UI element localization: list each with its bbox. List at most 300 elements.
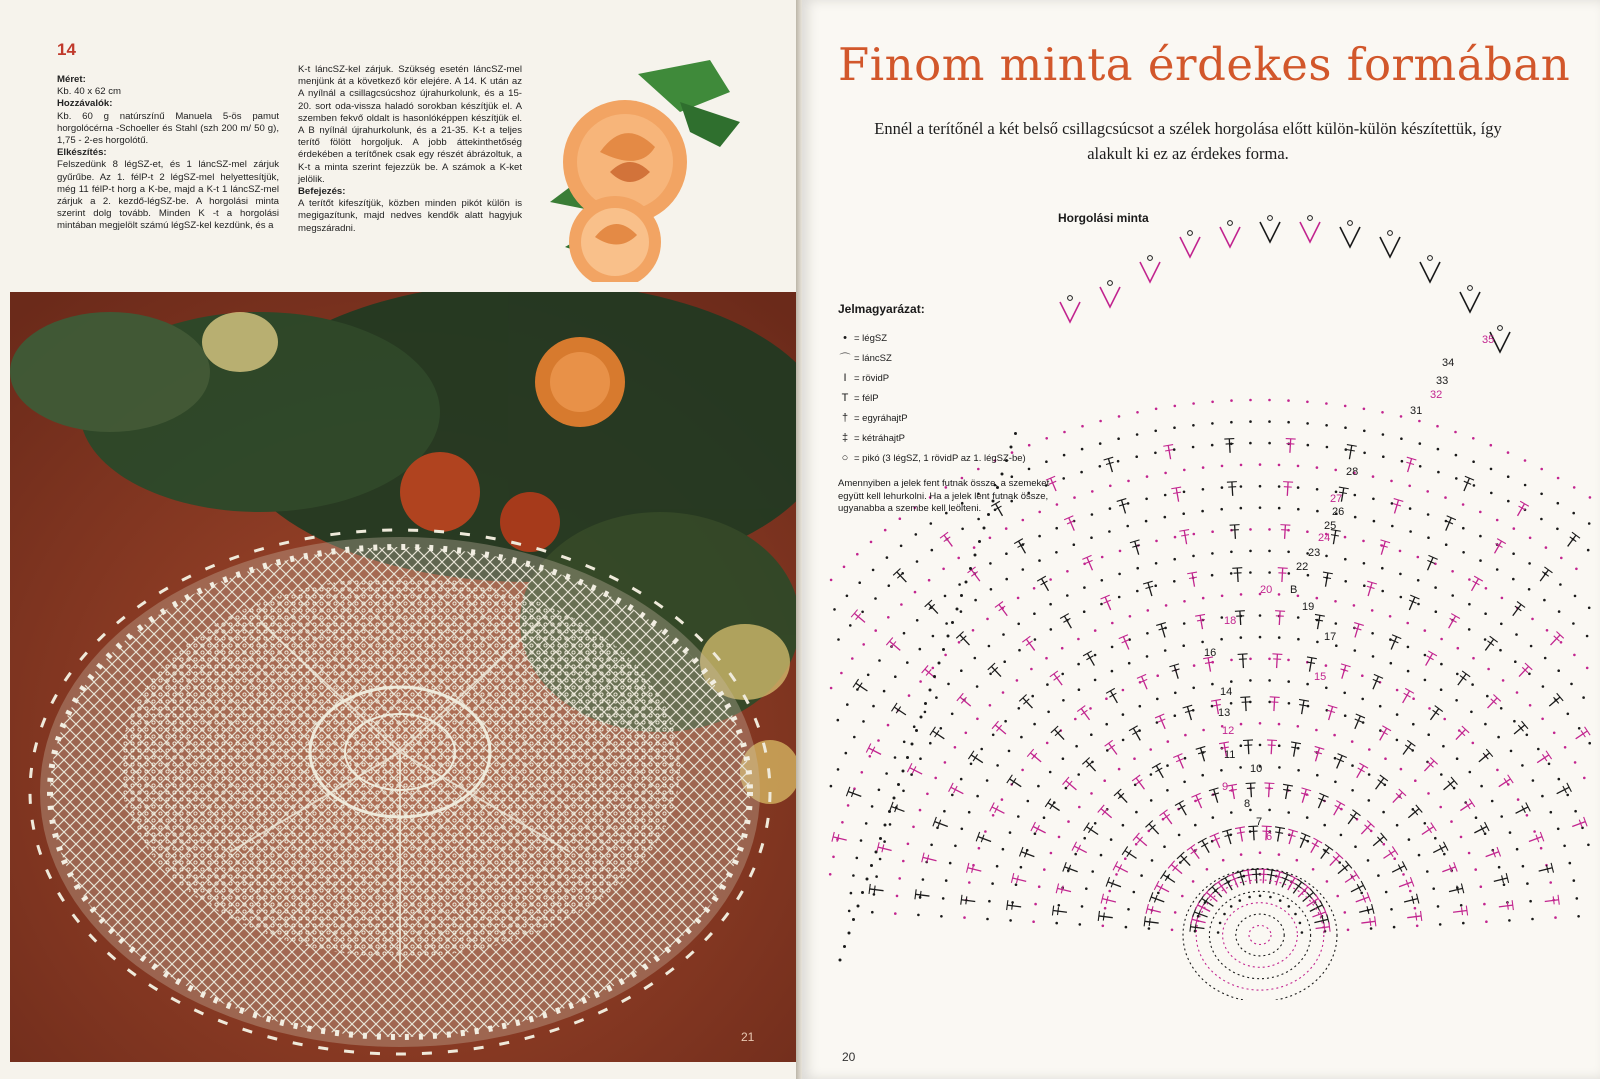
center-ring [1209,891,1310,978]
chain-dot [1135,811,1138,814]
chain-dot [1206,868,1209,871]
chain-dot [1325,402,1328,405]
stitch-symbol [1441,862,1458,876]
chain-dot [887,724,890,727]
chain-dot [1485,920,1488,923]
chain-dot [1149,748,1152,751]
chain-dot [1381,567,1384,570]
chain-dot [1009,831,1012,834]
chain-dot [1384,757,1387,760]
stitch-symbol [1536,567,1552,584]
chain-dot [843,566,846,569]
chain-dot [1058,904,1061,907]
stitch-symbol [1011,873,1027,886]
chain-dot [1118,415,1121,418]
chain-dot [1249,658,1252,661]
stitch-symbol [1117,499,1131,515]
stitch-symbol [1209,788,1223,804]
stitch-symbol [1458,799,1475,815]
chain-dot [1156,721,1159,724]
legend-row-chain [838,328,1068,348]
chain-dot [1427,536,1430,539]
stitch-symbol [1163,445,1175,461]
doily-photo [10,292,799,1062]
crown-petal [1180,237,1200,257]
chain-dot [1061,673,1064,676]
chain-dot [1167,740,1170,743]
chain-dot [1073,496,1076,499]
chain-dot [1030,668,1033,671]
crown-petal [1460,292,1480,312]
stitch-symbol [956,631,973,648]
crown-petal [1420,262,1440,282]
chain-dot [1381,590,1384,593]
chain-dot [846,595,849,598]
chain-dot [1440,688,1443,691]
chain-dot [1462,551,1465,554]
chain-dot [1211,552,1214,555]
chain-dot [1220,638,1223,641]
chain-dot [1002,848,1005,851]
stitch-symbol [1407,911,1422,923]
chain-dot [1507,500,1510,503]
stitch-symbol [1274,611,1285,626]
chain-dot [1400,596,1403,599]
chain-dot [1540,847,1543,850]
edge-dot [924,702,927,705]
chain-dot [1434,586,1437,589]
round-number-label: 23 [1308,547,1321,559]
chain-dot [1371,609,1374,612]
chain-dot [1016,679,1019,682]
stitch-symbol [1311,746,1325,762]
chain-dot [1573,879,1576,882]
chain-dot [830,687,833,690]
chain-dot [1297,616,1300,619]
round-number-label: 6 [1266,831,1273,843]
chain-dot [1268,528,1271,531]
chain-dot [922,878,925,881]
chain-dot [1480,785,1483,788]
chain-dot [1111,670,1114,673]
edge-dot [879,837,882,840]
chain-dot [1479,511,1482,514]
chain-dot [1018,707,1021,710]
chain-dot [919,680,922,683]
chain-dot [1240,593,1243,596]
chain-dot [1230,811,1233,814]
stitch-symbol [1313,614,1325,630]
chain-dot [845,752,848,755]
chain-dot [1240,464,1243,467]
chain-dot [1540,518,1543,521]
chain-dot [870,541,873,544]
stitch-symbol [1232,568,1243,583]
chain-dot [1344,580,1347,583]
picot-mark [1268,216,1273,221]
stitch-symbol [1007,775,1024,791]
single-cross-icon: † [841,412,849,424]
legend-row-treble [838,428,1068,448]
chain-dot [1259,636,1262,639]
chain-dot [1307,574,1310,577]
chain-dot [1472,437,1475,440]
chain-dot [1507,451,1510,454]
chain-dot [906,661,909,664]
chain-dot [900,545,903,548]
chain-dot [1334,600,1337,603]
chain-dot [1515,633,1518,636]
chain-dot [1249,420,1252,423]
chain-dot [1496,568,1499,571]
chain-dot [1211,705,1214,708]
chain-dot [972,629,975,632]
chain-dot [992,814,995,817]
chain-dot [1462,503,1465,506]
round-number-label: 15 [1314,671,1327,683]
chain-dot [1468,578,1471,581]
stitch-symbol [1168,861,1185,878]
chain-dot [1507,475,1510,478]
stitch-symbol [1511,721,1528,738]
chain-dot [1426,490,1429,493]
chain-dot [1344,911,1347,914]
chain-dot [1412,723,1415,726]
chain-dot [1049,771,1052,774]
chain-dot [1588,607,1591,610]
chain-dot [1174,714,1177,717]
edge-dot [857,905,860,908]
double-cross-icon: ‡ [841,432,849,444]
chain-dot [1194,824,1197,827]
chain-dot [850,892,853,895]
chain-dot [860,839,863,842]
chain-dot [1559,583,1562,586]
chain-dot [1278,744,1281,747]
chain-dot [1498,866,1501,869]
chain-dot [1297,638,1300,641]
chain-dot [1101,579,1104,582]
chain-dot [1034,903,1037,906]
chain-dot [1104,907,1107,910]
chain-dot [841,821,844,824]
chain-dot [1004,720,1007,723]
chain-dot [1444,496,1447,499]
chain-dot [1544,657,1547,660]
stitch-symbol [1284,829,1298,845]
chain-dot [1362,540,1365,543]
stitch-symbol [1554,783,1571,798]
chain-dot [1575,568,1578,571]
chain-dot [1396,713,1399,716]
stitch-symbol [1352,763,1368,780]
stitch-symbol [1227,482,1238,497]
chain-dot [1299,922,1302,925]
stitch-symbol [892,703,909,719]
chain-dot [1083,837,1086,840]
stitch-symbol [832,832,848,845]
chain-dot [1345,448,1348,451]
stitch-symbol [893,568,910,585]
chain-dot [1385,891,1388,894]
chain-dot [830,785,833,788]
chain-dot [1480,885,1483,888]
chain-dot [1297,465,1300,468]
chain-dot [926,793,929,796]
chain-dot [1018,649,1021,652]
chain-dot [1240,485,1243,488]
stitch-symbol [1161,870,1178,886]
chain-dot [973,546,976,549]
chain-dot [1166,789,1169,792]
stitch-symbol [1298,788,1312,804]
chain-dot [1110,838,1113,841]
chain-dot [1154,584,1157,587]
edge-dot [852,918,855,921]
chain-dot [1192,446,1195,449]
chain-dot [1201,774,1204,777]
chain-dot [1514,660,1517,663]
chain-dot [1017,815,1020,818]
chain-dot [1558,778,1561,781]
chain-dot [1510,750,1513,753]
chain-dot [1146,655,1149,658]
stitch-symbol [988,663,1005,680]
round-number-label: 11 [1224,749,1236,761]
stitch-symbol [1243,740,1254,755]
stitch-symbol [930,727,947,743]
edge-dot [965,581,968,584]
chain-dot [912,826,915,829]
chain-dot [1055,551,1058,554]
round-number-label: 8 [1244,798,1251,810]
materials-paragraph: Hozzávalók: Kb. 60 g natúrszínű Manuela 5-ös pamut horgolócérna -Schoeller és Stahl (szh 200 m/ 50 g), 1,75 - 2-es horgolótű. [57,98,279,147]
stitch-symbol [1052,906,1067,918]
picot-mark [1148,256,1153,261]
chain-dot [1486,695,1489,698]
chain-dot [1407,646,1410,649]
chain-dot [1508,919,1511,922]
stitch-symbol [1350,623,1364,639]
chain-dot [1090,536,1093,539]
chain-dot [858,581,861,584]
chain-dot [1503,883,1506,886]
stitch-symbol [1515,663,1532,680]
chain-dot [1108,530,1111,533]
chain-dot [1351,789,1354,792]
chain-dot [1443,853,1446,856]
chain-dot [1541,795,1544,798]
stitch-symbol [1243,869,1255,885]
chain-dot [1230,572,1233,575]
chain-dot [942,568,945,571]
chain-dot [1316,466,1319,469]
picot-mark [1188,231,1193,236]
stitch-symbol [1448,883,1464,896]
round-number-label: 10 [1250,763,1263,775]
center-ring [1223,903,1298,968]
chain-dot [1174,536,1177,539]
chain-dot [1077,663,1080,666]
chain-dot [1065,787,1068,790]
chain-dot [1061,647,1064,650]
crown-petal [1220,227,1240,247]
chain-dot [1445,543,1448,546]
stitch-symbol [1235,827,1247,843]
chain-dot [1146,632,1149,635]
stitch-symbol [1564,532,1580,549]
chain-dot [1450,820,1453,823]
chain-dot [1105,723,1108,726]
chain-dot [1490,468,1493,471]
chain-dot [1396,824,1399,827]
chain-dot [1202,488,1205,491]
chain-dot [1288,905,1291,908]
chain-dot [1124,857,1127,860]
stitch-symbol [1266,740,1277,755]
stitch-symbol [1335,861,1352,878]
chain-dot [1173,448,1176,451]
chain-dot [1578,727,1581,730]
chain-dot [1146,475,1149,478]
stitch-symbol [1493,873,1509,886]
chain-dot [1400,768,1403,771]
stitch-symbol [1431,842,1448,857]
chain-dot [961,528,964,531]
legend-label: = légSZ [854,332,888,344]
stitch-symbol [1403,894,1419,907]
chain-dot [1396,689,1399,692]
stitch-symbol [1370,833,1387,850]
chain-dot [951,713,954,716]
chain-dot [832,856,835,859]
chain-dot [1032,920,1035,923]
chain-dot [1390,662,1393,665]
chain-dot [1577,915,1580,918]
chain-dot [1268,571,1271,574]
chain-dot [1566,794,1569,797]
stitch-symbol [1472,822,1489,837]
chain-dot [1419,442,1422,445]
chain-dot [1221,465,1224,468]
edge-dot [974,554,977,557]
chain-dot [1407,670,1410,673]
chain-dot [1047,711,1050,714]
stitch-symbol [1222,829,1236,845]
chain-dot [1393,926,1396,929]
chain-dot [1211,530,1214,533]
chain-dot [1522,865,1525,868]
stitch-symbol [1084,823,1101,839]
stitch-symbol [1403,457,1417,473]
chain-dot [1443,718,1446,721]
stitch-symbol [1399,740,1415,757]
chain-dot [1091,490,1094,493]
chain-dot [1363,408,1366,411]
stitch-symbol [1381,846,1398,862]
chain-dot [902,790,905,793]
legend-label: = rövidP [854,372,890,384]
chain-dot [1083,610,1086,613]
chain-dot [957,557,960,560]
chain-dot [865,822,868,825]
stitch-symbol [1358,820,1375,837]
chain-dot [1108,890,1111,893]
chain-dot [1077,773,1080,776]
chain-dot [1091,870,1094,873]
chain-dot [1017,623,1020,626]
chain-dot [951,794,954,797]
stitch-symbol [922,853,938,866]
round-number-label: 35 [1482,334,1495,346]
chain-dot [1460,904,1463,907]
chain-dot [1512,578,1515,581]
chain-dot [1192,880,1195,883]
stitch-symbol [1272,654,1283,669]
stitch-symbol [1387,635,1402,652]
chain-dot [1468,852,1471,855]
stitch-symbol [1372,775,1388,792]
chain-dot [1117,460,1120,463]
stitch-symbol [1459,476,1474,493]
chain-dot [1249,571,1252,574]
chain-dot [1211,444,1214,447]
chain-dot [1343,692,1346,695]
stitch-symbol [1051,726,1068,743]
round-number-label: 20 [1260,584,1273,596]
chain-dot [1129,615,1132,618]
edge-dot [884,824,887,827]
stitch-symbol [1349,881,1366,896]
chain-dot [1455,454,1458,457]
page-title: Finom minta érdekes formában [838,38,1571,91]
chain-dot [1347,929,1350,932]
chain-dot [1417,603,1420,606]
chain-dot [1240,723,1243,726]
chain-dot [1354,494,1357,497]
chain-dot [1400,415,1403,418]
round-number-label: 12 [1222,725,1235,737]
chain-dot [1368,799,1371,802]
edge-dot [915,729,918,732]
stitch-symbol [1324,705,1338,721]
stitch-symbol [1154,881,1171,896]
chain-dot [1574,595,1577,598]
chain-dot [1192,555,1195,558]
legend-row-half-double [838,388,1068,408]
chain-dot [1217,931,1220,934]
chain-dot [878,659,881,662]
chain-dot [1173,580,1176,583]
chain-dot [1382,433,1385,436]
chain-dot [929,742,932,745]
legend-label: = pikó (3 légSZ, 1 rövidP az 1. légSZ-be) [854,452,1026,464]
chain-dot [1133,891,1136,894]
stitch-symbol [1106,688,1122,705]
stitch-symbol [1169,664,1183,680]
chain-dot [944,654,947,657]
chain-dot [1183,622,1186,625]
chain-dot [1326,446,1329,449]
stitch-symbol [1064,516,1079,533]
chain-dot [856,553,859,556]
chain-dot [1373,520,1376,523]
edge-dot [848,932,851,935]
chain-dot [1528,562,1531,565]
chain-dot [1094,679,1097,682]
chain-dot [902,860,905,863]
chain-dot [1424,654,1427,657]
